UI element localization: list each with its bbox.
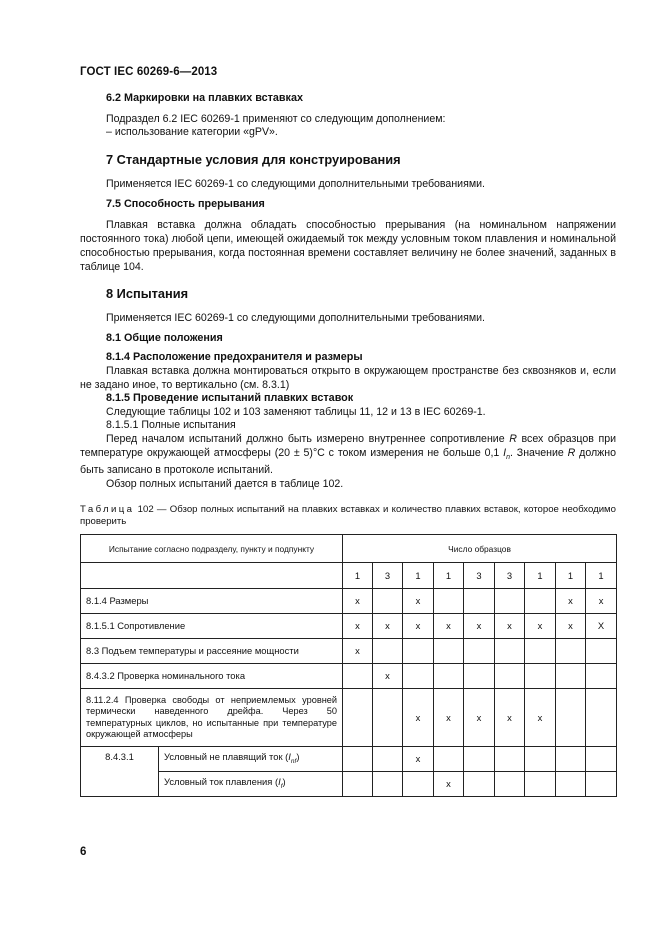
row-label: 8.1.4 Размеры [81, 589, 343, 614]
sample-count-cell: 1 [343, 563, 373, 589]
mark-cell [434, 589, 464, 614]
mark-cell [495, 589, 525, 614]
table-row [81, 589, 617, 614]
sample-count-cell: 1 [556, 563, 586, 589]
paragraph-7: Применяется IEC 60269-1 со следующими дополнительными требованиями. [106, 178, 485, 191]
mark-cell: x [464, 689, 495, 747]
mark-cell [495, 772, 525, 797]
heading-8-1-5-1: 8.1.5.1 Полные испытания [106, 419, 236, 432]
mark-cell: x [373, 664, 403, 689]
mark-cell [525, 639, 556, 664]
paragraph-8: Применяется IEC 60269-1 со следующими дополнительными требованиями. [106, 312, 485, 325]
mark-cell: x [556, 614, 586, 639]
mark-cell [343, 689, 373, 747]
table-102 [80, 534, 617, 797]
row-label: 8.11.2.4 Проверка свободы от неприемлемых уровней термически наведенного дрейфа. Через 50 температурных циклов, но испытанные при температуре окружающей атмосферы [81, 689, 343, 747]
mark-cell [464, 747, 495, 772]
row-label: 8.3 Подъем температуры и рассеяние мощности [81, 639, 343, 664]
table-row [81, 772, 617, 797]
heading-6-2: 6.2 Маркировки на плавких вставках [106, 92, 303, 104]
mark-cell: x [464, 614, 495, 639]
mark-cell [556, 689, 586, 747]
sample-count-cell: 1 [586, 563, 617, 589]
mark-cell [373, 639, 403, 664]
mark-cell [586, 639, 617, 664]
page-number: 6 [80, 846, 87, 858]
col-test-header: Испытание согласно подразделу, пункту и подпункту [81, 535, 343, 563]
mark-cell [525, 589, 556, 614]
paragraph-8-1-4: Плавкая вставка должна монтироваться открыто в окружающем пространстве без сквозняков и, если не задано иное, то вертикально (см. 8.3.1) [80, 364, 616, 391]
sub-clause-cell: 8.4.3.1 [81, 747, 159, 797]
mark-cell [586, 689, 617, 747]
heading-8-1: 8.1 Общие положения [106, 331, 223, 344]
mark-cell [495, 664, 525, 689]
mark-cell [373, 747, 403, 772]
mark-cell [434, 747, 464, 772]
mark-cell [434, 639, 464, 664]
mark-cell [525, 664, 556, 689]
sample-count-blank [81, 563, 343, 589]
mark-cell [495, 639, 525, 664]
heading-8: 8 Испытания [106, 285, 189, 301]
mark-cell [373, 689, 403, 747]
table-row [81, 664, 617, 689]
mark-cell: x [495, 614, 525, 639]
mark-cell: x [343, 589, 373, 614]
mark-cell [525, 772, 556, 797]
mark-cell [525, 747, 556, 772]
mark-cell: x [434, 614, 464, 639]
page-content [80, 92, 616, 797]
table-row [81, 689, 617, 747]
sample-count-cell: 3 [464, 563, 495, 589]
mark-cell [556, 772, 586, 797]
sample-count-cell: 1 [525, 563, 556, 589]
mark-cell: X [586, 614, 617, 639]
mark-cell [556, 664, 586, 689]
paragraph-8-1-5-1-overview: Обзор полных испытаний дается в таблице 102. [106, 477, 344, 490]
mark-cell: x [434, 772, 464, 797]
mark-cell [403, 772, 434, 797]
mark-cell [464, 772, 495, 797]
paragraph-6-2-1: Подраздел 6.2 IEC 60269-1 применяют со следующим дополнением: [106, 112, 446, 125]
mark-cell [343, 772, 373, 797]
col-samples-header: Число образцов [343, 535, 617, 563]
heading-8-1-4: 8.1.4 Расположение предохранителя и размеры [106, 351, 363, 364]
paragraph-8-1-5: Следующие таблицы 102 и 103 заменяют таблицы 11, 12 и 13 в IEC 60269-1. [106, 405, 486, 418]
mark-cell [464, 664, 495, 689]
row-label: Условный не плавящий ток $(I_{nf})$ [159, 747, 343, 772]
table-row [81, 639, 617, 664]
mark-cell: x [343, 614, 373, 639]
mark-cell: x [343, 639, 373, 664]
paragraph-6-2-2: – использование категории «gPV». [106, 126, 278, 139]
mark-cell [586, 664, 617, 689]
mark-cell: x [434, 689, 464, 747]
mark-cell: x [403, 614, 434, 639]
paragraph-8-1-5-1: Перед началом испытаний должно быть измерено внутреннее сопротивление R всех образцов при температуре окружающей атмосферы (20 ± 5)°С с током измерения не больше 0,1 $I_n$. Значение R должно быть записано в протоколе испытаний. [80, 432, 617, 477]
mark-cell [373, 589, 403, 614]
row-label: Условный ток плавления $(I_f)$ [159, 772, 343, 797]
mark-cell: x [495, 689, 525, 747]
mark-cell [403, 664, 434, 689]
mark-cell: x [373, 614, 403, 639]
mark-cell [343, 664, 373, 689]
row-label: 8.4.3.2 Проверка номинального тока [81, 664, 343, 689]
mark-cell [556, 639, 586, 664]
mark-cell [495, 747, 525, 772]
sample-count-cell: 1 [434, 563, 464, 589]
mark-cell [586, 747, 617, 772]
sample-count-cell: 1 [403, 563, 434, 589]
mark-cell: x [556, 589, 586, 614]
heading-8-1-5: 8.1.5 Проведение испытаний плавких вставок [106, 392, 354, 405]
table-header-row [81, 535, 617, 563]
mark-cell [403, 639, 434, 664]
mark-cell [586, 772, 617, 797]
mark-cell: x [403, 747, 434, 772]
sample-count-row [81, 563, 617, 589]
heading-7: 7 Стандартные условия для конструирования [106, 151, 401, 167]
mark-cell: x [403, 689, 434, 747]
heading-7-5: 7.5 Способность прерывания [106, 197, 265, 210]
mark-cell [556, 747, 586, 772]
row-label: 8.1.5.1 Сопротивление [81, 614, 343, 639]
mark-cell [343, 747, 373, 772]
mark-cell: x [525, 614, 556, 639]
sample-count-cell: 3 [373, 563, 403, 589]
mark-cell: x [403, 589, 434, 614]
paragraph-7-5: Плавкая вставка должна обладать способностью прерывания (на номинальном напряжении постоянного тока) любой цепи, имеющей ожидаемый ток между условным током плавления и номинальной способностью прерывания, когда постоянная времени составляет величину не более значений, заданных в таблице 104. [80, 218, 616, 273]
table-row [81, 747, 617, 772]
mark-cell [434, 664, 464, 689]
sample-count-cell: 3 [495, 563, 525, 589]
mark-cell: x [525, 689, 556, 747]
mark-cell [464, 589, 495, 614]
document-header: ГОСТ IEC 60269-6—2013 [80, 66, 218, 78]
mark-cell [373, 772, 403, 797]
mark-cell: x [586, 589, 617, 614]
mark-cell [464, 639, 495, 664]
table-102-caption: Таблица 102 — Обзор полных испытаний на плавких вставках и количество плавких вставок, которое необходимо проверить [80, 504, 616, 528]
table-row [81, 614, 617, 639]
